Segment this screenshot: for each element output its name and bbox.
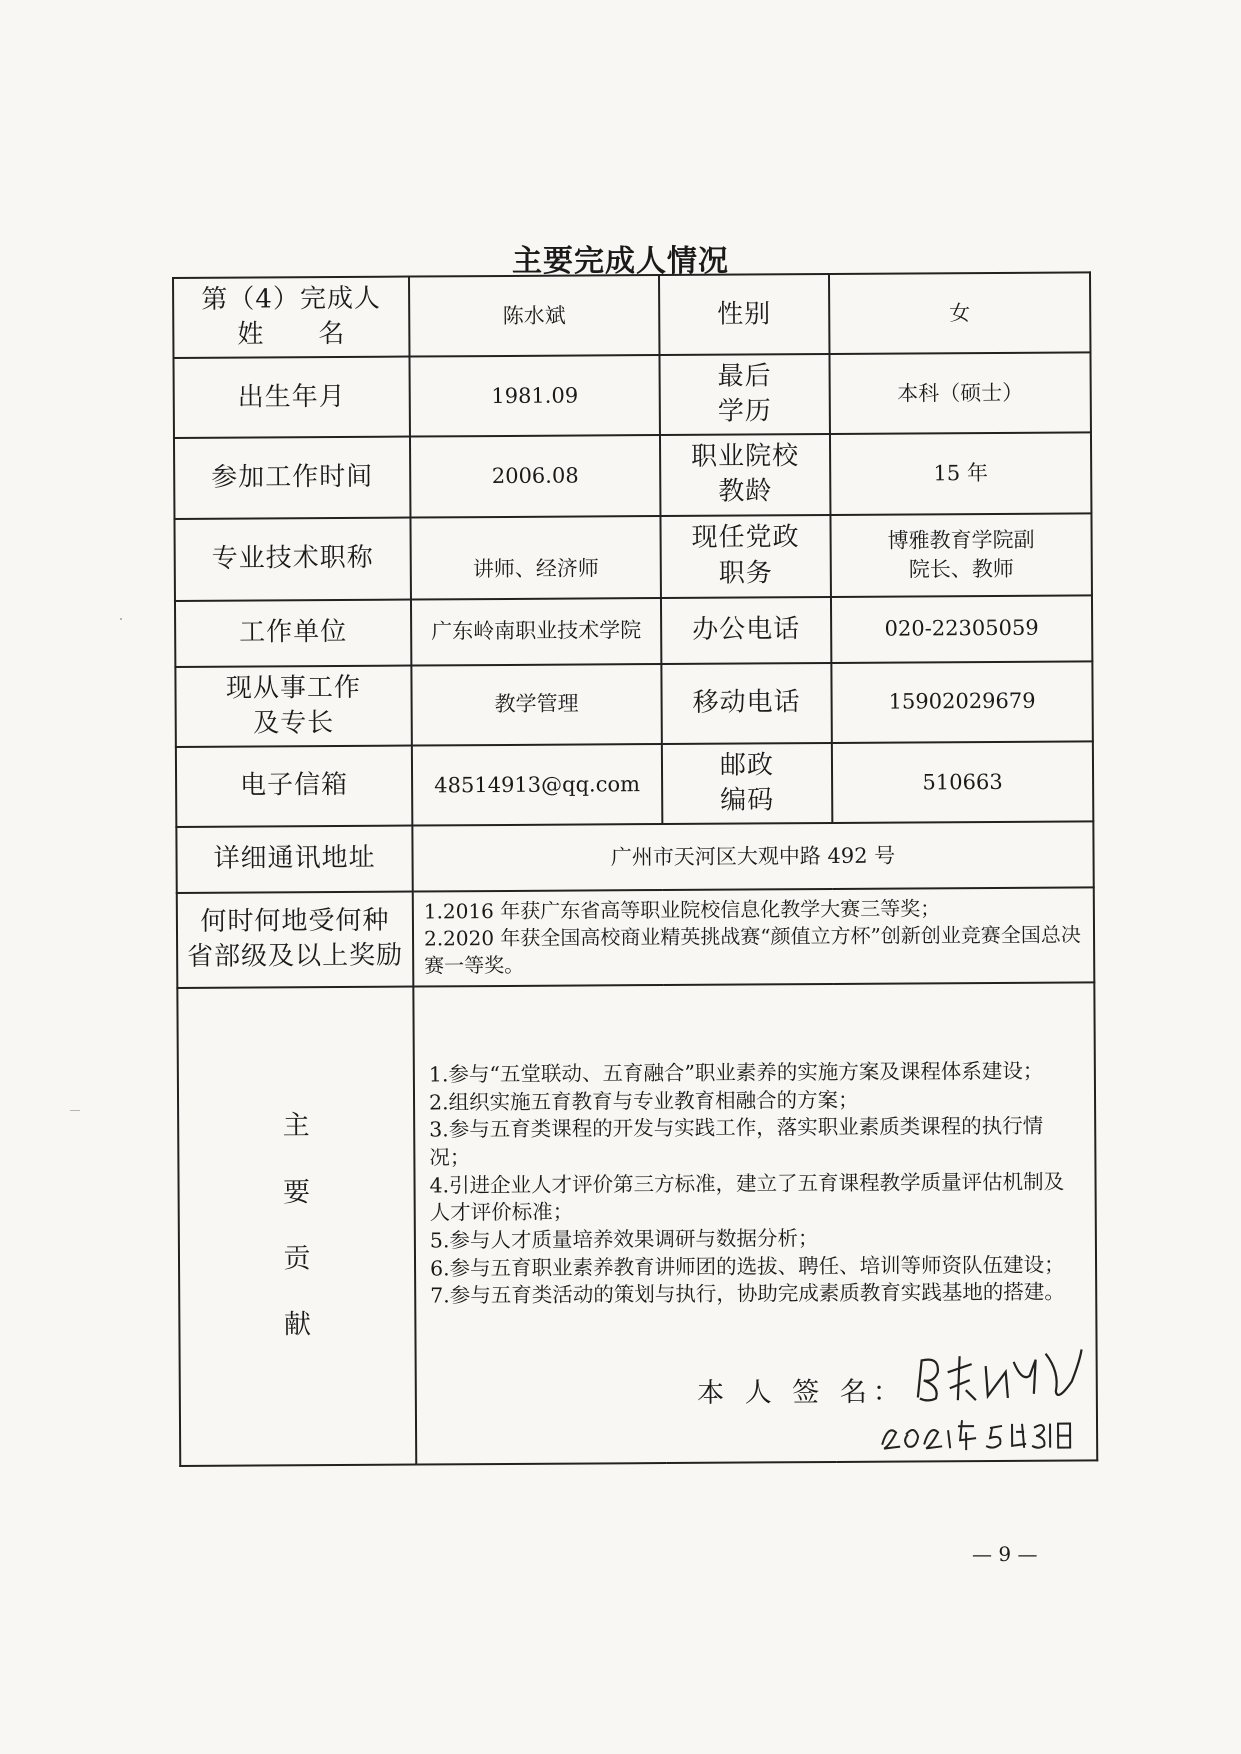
work-unit-value: 广东岭南职业技术学院 <box>411 598 661 666</box>
party-post-label-line2: 职务 <box>718 557 773 589</box>
teaching-age-label-line2: 教龄 <box>718 476 773 508</box>
gender-value: 女 <box>829 272 1090 354</box>
party-post-label-line1: 现任党政 <box>691 522 800 554</box>
party-post-value-line1: 博雅教育学院副 <box>887 527 1035 553</box>
address-label: 详细通讯地址 <box>176 825 412 892</box>
contribution-item: 1.参与“五堂联动、五育融合”职业素养的实施方案及课程体系建设； <box>428 1058 1044 1087</box>
party-post-value-line2: 院长、教师 <box>908 556 1014 582</box>
education-label-line1: 最后 <box>717 361 772 392</box>
contributions-label-char: 要 <box>282 1176 311 1208</box>
email-value: 48514913@qq.com <box>412 744 662 826</box>
education-label <box>659 354 829 435</box>
scan-speck <box>70 1110 80 1111</box>
education-label-line2: 学历 <box>717 396 772 427</box>
postcode-value: 510663 <box>832 741 1093 823</box>
awards-list <box>413 887 1095 986</box>
work-start-label: 参加工作时间 <box>174 437 410 519</box>
mobile-phone-value: 15902029679 <box>831 661 1092 743</box>
work-unit-label: 工作单位 <box>175 599 411 666</box>
handwritten-signature <box>910 1341 1090 1412</box>
awards-label-line1: 何时何地受何种 <box>200 906 390 938</box>
signature-label: 本 人 签 名： <box>696 1376 906 1409</box>
birth-value: 1981.09 <box>409 355 659 437</box>
mobile-phone-label: 移动电话 <box>661 663 831 744</box>
teaching-age-value: 15 年 <box>830 433 1091 515</box>
current-job-value: 教学管理 <box>411 664 661 746</box>
scan-speck <box>120 618 122 620</box>
award-item: 1.2016 年获广东省高等职业院校信息化教学大赛三等奖； <box>423 896 941 924</box>
contribution-item: 2.组织实施五育教育与专业教育相融合的方案； <box>428 1087 859 1115</box>
current-job-label <box>175 665 411 747</box>
education-value: 本科（硕士） <box>829 353 1090 435</box>
office-phone-value: 020-22305059 <box>831 595 1092 663</box>
award-item: 2.2020 年获全国高校商业精英挑战赛“颜值立方杯”创新创业竞赛全国总决赛一等奖。 <box>423 922 1081 978</box>
office-phone-label: 办公电话 <box>661 597 831 664</box>
party-post-label <box>660 515 830 598</box>
page-number: — 9 — <box>972 1542 1038 1566</box>
gender-label: 性别 <box>659 274 829 355</box>
postcode-label <box>662 743 832 824</box>
handwritten-date <box>878 1409 1078 1454</box>
work-start-value: 2006.08 <box>410 435 660 517</box>
contribution-item: 5.参与人才质量培养效果调研与数据分析； <box>429 1226 819 1253</box>
contributions-label-char: 献 <box>283 1309 311 1341</box>
address-value: 广州市天河区大观中路 492 号 <box>412 821 1093 891</box>
contributions-content <box>413 982 1097 1464</box>
professional-title-value: 讲师、经济师 <box>410 516 660 600</box>
contributions-label-char: 主 <box>282 1110 310 1142</box>
awards-label-line2: 省部级及以上奖励 <box>187 941 404 973</box>
current-job-label-line1: 现从事工作 <box>225 672 362 704</box>
teaching-age-label-line1: 职业院校 <box>691 441 800 473</box>
awards-label <box>177 891 414 987</box>
name-label <box>173 277 409 359</box>
professional-title-label: 专业技术职称 <box>174 517 410 600</box>
contribution-item: 7.参与五育类活动的策划与执行，协助完成素质教育实践基地的搭建。 <box>430 1279 1065 1308</box>
name-value: 陈水斌 <box>409 275 659 357</box>
contribution-item: 6.参与五育职业素养教育讲师团的选拔、聘任、培训等师资队伍建设； <box>429 1252 1065 1281</box>
party-post-value <box>830 513 1091 597</box>
postcode-label-line2: 编码 <box>720 785 775 816</box>
birth-label: 出生年月 <box>173 357 409 439</box>
name-label-line2: 姓 名 <box>237 319 346 350</box>
postcode-label-line1: 邮政 <box>719 750 775 781</box>
contributions-label <box>177 986 416 1465</box>
teaching-age-label <box>660 434 830 515</box>
page-title: 主要完成人情况 <box>512 244 729 279</box>
current-job-label-line2: 及专长 <box>253 707 335 739</box>
contribution-item: 3.参与五育类课程的开发与实践工作，落实职业素质类课程的执行情况； <box>429 1113 1044 1170</box>
name-label-line1: 第（4）完成人 <box>201 283 381 315</box>
completion-person-table <box>172 271 1098 1467</box>
contributions-label-char: 贡 <box>283 1243 311 1275</box>
contribution-item: 4.引进企业人才评价第三方标准，建立了五育课程教学质量评估机制及人才评价标准； <box>429 1169 1065 1225</box>
email-label: 电子信箱 <box>176 745 412 827</box>
